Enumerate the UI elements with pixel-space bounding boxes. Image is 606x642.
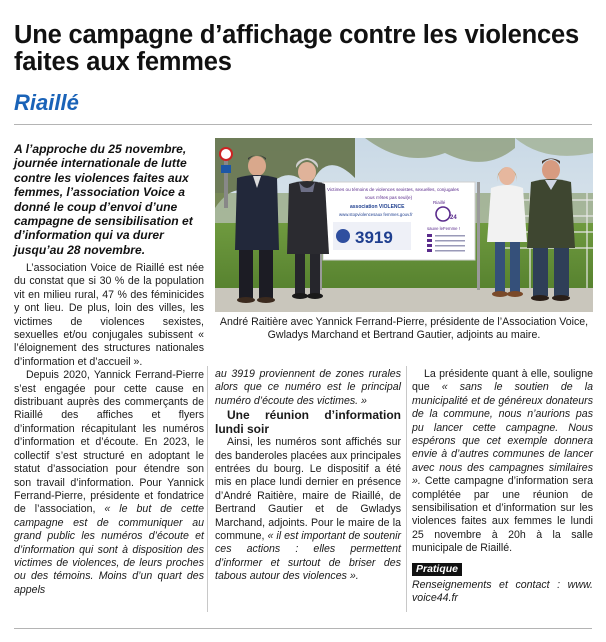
practical-box	[412, 561, 593, 606]
col2-paragraph-1	[215, 436, 401, 583]
col1-paragraph-1: L’association Voice de Riaillé est née du constat que si 30 % de la population vit en milieu rural, 47 % des féminicides y ont lieu. De plus, loin des villes, les victimes de violences sexistes, sexuelles et/ou conjugales subissent « l’éloignement des structures nationales d’information et d’accueil ».	[14, 262, 204, 368]
article-headline: Une campagne d’affichage contre les violences faites aux femmes	[14, 21, 579, 76]
col2-quote-text: au 3919 proviennent de zones rurales alors que ce numéro est le principal numéro d’écoute des victimes. »	[215, 368, 401, 407]
practical-badge: Pratique	[412, 563, 462, 576]
awareness-banner	[323, 182, 475, 260]
column-1	[14, 262, 204, 597]
col3-quote: « sans le soutien de la municipalité et de généreux donateurs de la commune, nous n’aurions pas pu lancer cette campagne. Nous espérons que cet exemple donnera envie à d’autres communes de lancer avec nous des campagnes similaires ».	[412, 381, 593, 488]
photo-caption: André Raitière avec Yannick Ferrand-Pierre, présidente de l’Association Voice, Gwladys Marchand et Bertrand Gautier, adjoints au maire.	[219, 316, 589, 342]
col3-paragraph-1-end: Cette campagne d’information sera complétée par une réunion de sensibilisation et d’information sur les violences faites aux femmes le lundi 25 novembre à 20h à la salle municipale de Riaillé.	[412, 475, 593, 555]
column-divider-2	[406, 366, 407, 612]
banner-side-top: Riaillé	[433, 200, 446, 205]
banner-side-text: sauve leFemme !	[427, 226, 460, 231]
col1-paragraph-2	[14, 369, 204, 597]
col2-quote-continued	[215, 368, 401, 408]
banner-phone: 3919	[355, 228, 393, 247]
banner-line3: association VIOLENCE	[350, 204, 405, 210]
col3-paragraph-1-start: La présidente quant à elle, souligne que	[412, 368, 593, 394]
col1-quote: « le but de cette campagne est de communiquer au grand public les numéros d’écoute et d’information qui sont à disposition des victimes de violences, de leurs proches ou des témoins. Moins d’un quart des appels	[14, 503, 204, 596]
column-divider-1	[207, 366, 208, 612]
column-3	[412, 368, 593, 606]
col1-paragraph-2-text: Depuis 2020, Yannick Ferrand-Pierre s’est engagée pour cette cause en distribuant auprès des commerçants de Riaillé des affiches et flyers d’information récapitulant les numéros d’information et d’écoute. En 2023, le collectif s’est structuré en adoptant le statut d’association pour étendre son son travail d’information. Pour Yannick Ferrand-Pierre, présidente et fondatrice de l’association,	[14, 369, 204, 516]
col2-subheading: Une réunion d’information lundi soir	[215, 408, 401, 437]
section-rule-bottom	[14, 628, 592, 629]
article-lead: A l’approche du 25 novembre, journée internationale de lutte contre les violences faites aux femmes, l’association Voice a donné le coup d’envoi d’une campagne de sensibilisation et d’information qui va durer jusqu’au 28 novembre.	[14, 142, 193, 257]
practical-info: Renseignements et contact : www. voice44.fr	[412, 578, 593, 605]
town-name: Riaillé	[14, 90, 79, 115]
banner-line1: Victimes ou témoins de violences sexistes, sexuelles, conjugales	[327, 187, 459, 192]
col2-quote: « il est important de soutenir ces actions : elles permettent d’informer et surtout de briser des tabous autour des violences ».	[215, 530, 401, 583]
banner-side-mid: 24	[450, 215, 457, 221]
article-photo	[215, 138, 593, 312]
section-rule-top	[14, 124, 592, 125]
col3-paragraph-1	[412, 368, 593, 556]
banner-url: www.stopviolencesaux femmes.gouv.fr	[339, 212, 413, 217]
col2-paragraph-1-text: Ainsi, les numéros sont affichés sur des banderoles placées aux principales entrées du bourg. Le dispositif a été mis en place lundi dernier en présence d’André Raitière, maire de Riaillé, de Bertrand Gautier et de Gwladys Marchand, adjoints. Pour le maire de la commune,	[215, 436, 401, 543]
column-2	[215, 368, 401, 584]
photo-illustration	[215, 138, 593, 312]
banner-line2: vous n'êtes pas seul(e)	[365, 195, 413, 200]
